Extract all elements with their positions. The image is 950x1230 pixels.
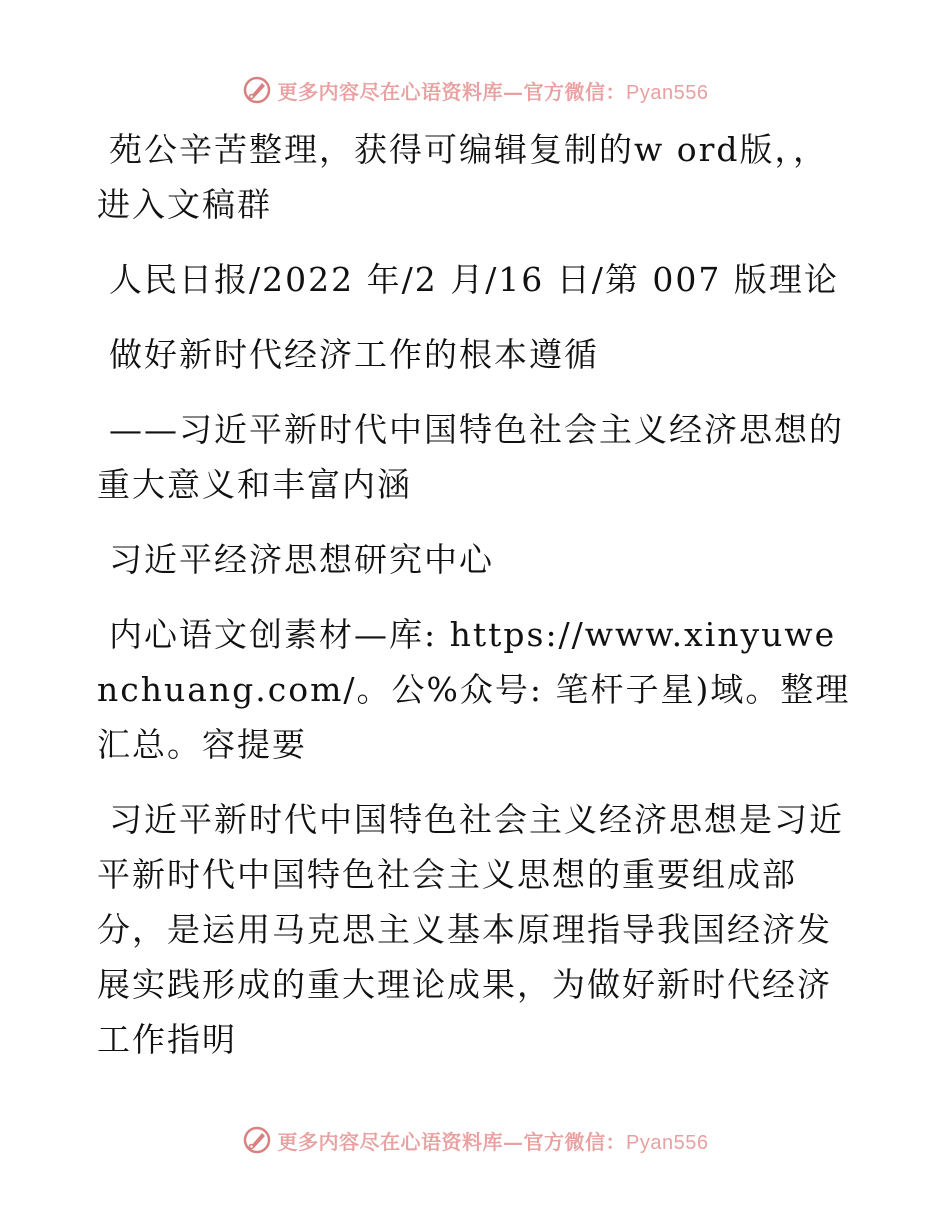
article-author: 习近平经济思想研究中心 — [109, 540, 494, 579]
watermark-group — [242, 1125, 709, 1155]
pen-circle-logo-icon — [242, 75, 272, 105]
header-watermark — [0, 70, 950, 110]
article-subtitle: ——习近平新时代中国特色社会主义经济思想的重大意义和丰富内涵 — [97, 410, 844, 504]
article-title: 做好新时代经济工作的根本遵循 — [109, 335, 599, 374]
intro-note: 苑公辛苦整理，获得可编辑复制的w ord版，，进入文稿群 — [97, 130, 829, 224]
source-notice: 内心语文创素材—库: https://www.xinyuwenchuang.com/。公%众号: 笔杆子星)域。整理汇总。容提要 — [97, 615, 851, 764]
source-line: 人民日报/2022 年/2 月/16 日/第 007 版理论 — [109, 260, 839, 299]
body-paragraph: 习近平新时代中国特色社会主义经济思想是习近平新时代中国特色社会主义思想的重要组成部分，是运用马克思主义基本原理指导我国经济发展实践形成的重大理论成果，为做好新时代经济工作指明 — [97, 800, 844, 1059]
watermark-wechat-id: Pyan556 — [626, 1131, 709, 1154]
watermark-text: 更多内容尽在心语资料库—官方微信：Pyan556 — [277, 1129, 709, 1154]
watermark-text: 更多内容尽在心语资料库—官方微信：Pyan556 — [277, 79, 709, 104]
document-body — [97, 122, 857, 1087]
watermark-group — [242, 75, 709, 105]
footer-watermark — [0, 1120, 950, 1160]
watermark-wechat-id: Pyan556 — [626, 81, 709, 104]
pen-circle-logo-icon — [242, 1125, 272, 1155]
